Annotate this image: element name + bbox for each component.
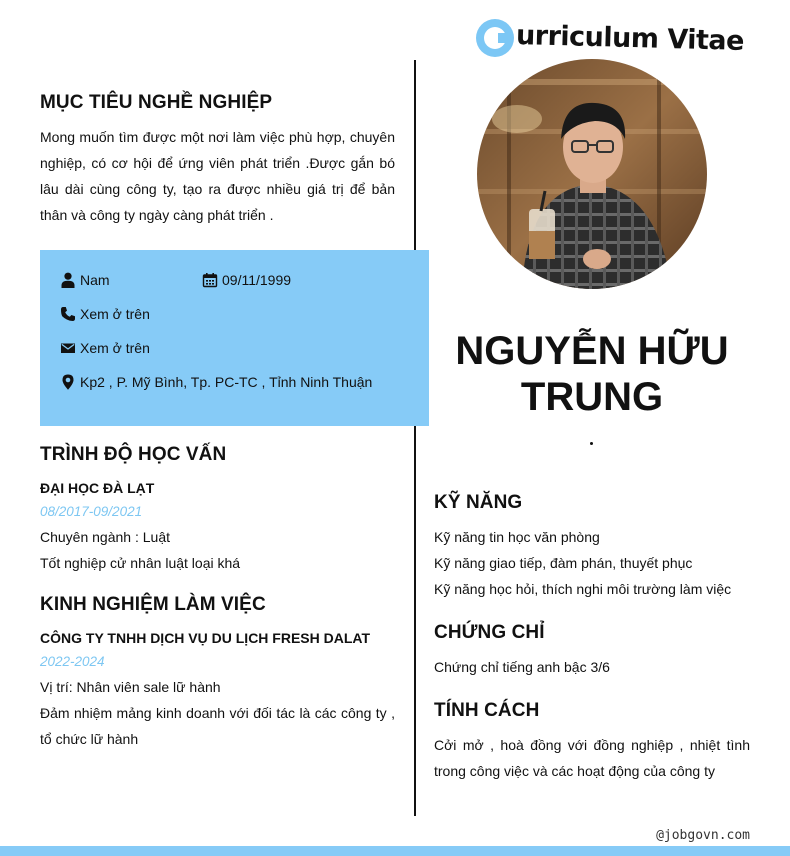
name-line-1: NGUYỄN HỮU	[455, 329, 729, 373]
skill-item: Kỹ năng tin học văn phòng	[434, 529, 600, 545]
objective-text: Mong muốn tìm được một nơi làm việc phù hợp, chuyên nghiệp, có cơ hội để ứng viên phát triển .Được gắn bó lâu dài cùng công ty, tạo ra được nhiều giá trị để bản thân và công ty ngày càng phát triển .	[40, 129, 395, 223]
footer-bar	[0, 846, 790, 856]
dob-value: 09/11/1999	[222, 272, 292, 288]
map-pin-icon	[60, 374, 76, 390]
phone-icon	[60, 306, 76, 322]
dob-row	[202, 272, 291, 288]
profile-photo	[477, 59, 707, 289]
education-section	[40, 444, 400, 576]
experience-section	[40, 594, 395, 752]
personal-info-box	[40, 250, 429, 426]
education-title: TRÌNH ĐỘ HỌC VẤN	[40, 444, 227, 465]
skill-item: Kỹ năng học hỏi, thích nghi môi trường làm việc	[434, 581, 732, 597]
full-name	[440, 328, 744, 420]
envelope-icon	[60, 340, 76, 356]
certificates-section	[434, 622, 750, 680]
experience-description: Đảm nhiệm mảng kinh doanh với đối tác là các công ty , tổ chức lữ hành	[40, 705, 395, 747]
certificate-item: Chứng chỉ tiếng anh bậc 3/6	[434, 659, 610, 675]
email-row	[60, 340, 150, 356]
calendar-icon	[202, 272, 218, 288]
footer-watermark: @jobgovn.com	[656, 828, 750, 843]
gender-row	[60, 272, 110, 288]
skill-item: Kỹ năng giao tiếp, đàm phán, thuyết phục	[434, 555, 693, 571]
email-value: Xem ở trên	[80, 340, 150, 356]
address-value: Kp2 , P. Mỹ Bình, Tp. PC-TC , Tỉnh Ninh Thuận	[80, 374, 373, 390]
company-name: CÔNG TY TNHH DỊCH VỤ DU LỊCH FRESH DALAT	[40, 630, 371, 646]
objective-section	[40, 92, 395, 228]
experience-position: Vị trí: Nhân viên sale lữ hành	[40, 679, 221, 695]
name-line-2: TRUNG	[520, 375, 664, 419]
certificates-title: CHỨNG CHỈ	[434, 622, 545, 643]
profile-photo-image	[477, 59, 707, 289]
skills-section	[434, 492, 750, 602]
logo-text: urriculum Vitae	[515, 19, 745, 57]
personality-text: Cởi mở , hoà đồng với đồng nghiệp , nhiệt tình trong công việc và các hoạt động của công ty	[434, 737, 750, 779]
person-icon	[60, 272, 76, 288]
gender-value: Nam	[80, 272, 110, 288]
education-major: Chuyên ngành : Luật	[40, 529, 170, 545]
education-note: Tốt nghiệp cử nhân luật loại khá	[40, 555, 241, 571]
experience-period: 2022-2024	[40, 654, 105, 669]
personality-title: TÍNH CÁCH	[434, 700, 540, 721]
address-row	[60, 374, 372, 390]
objective-title: MỤC TIÊU NGHỀ NGHIỆP	[40, 92, 273, 113]
column-divider	[414, 60, 416, 816]
phone-value: Xem ở trên	[80, 306, 150, 322]
experience-title: KINH NGHIỆM LÀM VIỆC	[40, 594, 266, 615]
phone-row	[60, 306, 150, 322]
name-separator-dot	[590, 442, 593, 445]
personality-section	[434, 700, 750, 784]
education-period: 08/2017-09/2021	[40, 504, 143, 519]
school-name: ĐẠI HỌC ĐÀ LẠT	[40, 480, 155, 496]
logo-c-icon	[476, 19, 514, 57]
skills-title: KỸ NĂNG	[434, 492, 523, 513]
cv-logo	[476, 16, 744, 60]
